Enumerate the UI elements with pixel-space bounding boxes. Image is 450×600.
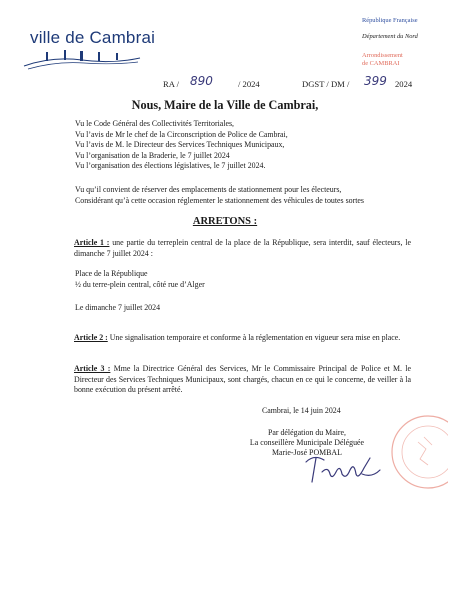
reason-line: Considérant qu’à cette occasion réglementer le stationnement des véhicules de toutes sortes bbox=[75, 195, 365, 205]
vu-line: Vu l’organisation de la Braderie, le 7 juillet 2024 bbox=[75, 150, 230, 160]
delegation-line: Par délégation du Maire, bbox=[267, 428, 346, 437]
reason-line: Vu qu’il convient de réserver des emplacements de stationnement pour les électeurs, bbox=[75, 185, 342, 194]
signatory-name: Marie-José POMBAL bbox=[272, 448, 342, 457]
article-2-label: Article 2 : bbox=[74, 333, 108, 342]
ra-number: 890 bbox=[190, 74, 213, 88]
dgst-label: DGST / DM / bbox=[302, 79, 350, 89]
dgst-year: 2024 bbox=[395, 79, 413, 89]
vu-line: Vu l’avis de M. le Directeur des Services Techniques Municipaux, bbox=[75, 140, 285, 149]
place-line: Place de la République bbox=[75, 269, 148, 278]
vu-line: Vu l’organisation des élections législatives, le 7 juillet 2024. bbox=[75, 161, 266, 170]
event-date: Le dimanche 7 juillet 2024 bbox=[75, 303, 161, 312]
city-logo-icon bbox=[22, 50, 142, 72]
arrondissement-label: Arrondissement bbox=[362, 52, 403, 59]
article-1-text: une partie du terreplein central de la place de la République, sera interdit, sauf électeurs, le dimanche 7 juillet 2024 : bbox=[74, 238, 411, 258]
article-2-text: Une signalisation temporaire et conforme à la réglementation en vigueur sera mise en place. bbox=[107, 333, 401, 342]
article-3-label: Article 3 : bbox=[74, 364, 111, 373]
republic-label: République Française bbox=[362, 17, 418, 24]
city-date: Cambrai, le 14 juin 2024 bbox=[262, 406, 341, 415]
official-stamp-icon bbox=[388, 407, 448, 497]
city-logo-text: ville de Cambrai bbox=[30, 28, 156, 47]
vu-block bbox=[75, 119, 288, 172]
article-1 bbox=[74, 238, 411, 259]
arrondissement-name: de CAMBRAI bbox=[362, 60, 400, 67]
handwritten-signature bbox=[300, 452, 382, 486]
place-line: ½ du terre-plein central, côté rue d’Alger bbox=[75, 279, 205, 289]
ra-label: RA / bbox=[163, 79, 179, 89]
article-3 bbox=[74, 364, 411, 396]
dgst-number: 399 bbox=[364, 74, 387, 88]
reason-block bbox=[75, 185, 364, 206]
place-block bbox=[75, 269, 205, 290]
article-2 bbox=[74, 333, 411, 344]
arrondissement-block bbox=[362, 52, 442, 68]
department-label: Département du Nord bbox=[362, 33, 418, 40]
article-1-label: Article 1 : bbox=[74, 238, 110, 247]
role-line: La conseillère Municipale Déléguée bbox=[249, 438, 365, 447]
ra-year: / 2024 bbox=[238, 79, 260, 89]
arretons-heading: ARRETONS : bbox=[192, 216, 258, 227]
vu-line: Vu le Code Général des Collectivités Territoriales, bbox=[75, 119, 235, 128]
page-title: Nous, Maire de la Ville de Cambrai, bbox=[131, 98, 319, 112]
vu-line: Vu l’avis de Mr le chef de la Circonscription de Police de Cambrai, bbox=[75, 129, 288, 139]
article-3-text: Mme la Directrice Général des Services, Mr le Commissaire Principal de Police et M. le Directeur des Services Techniques Municipaux, sont chargés, chacun en ce qui le concerne, de veiller à la bonne exécution du présent arrêté. bbox=[74, 364, 411, 394]
